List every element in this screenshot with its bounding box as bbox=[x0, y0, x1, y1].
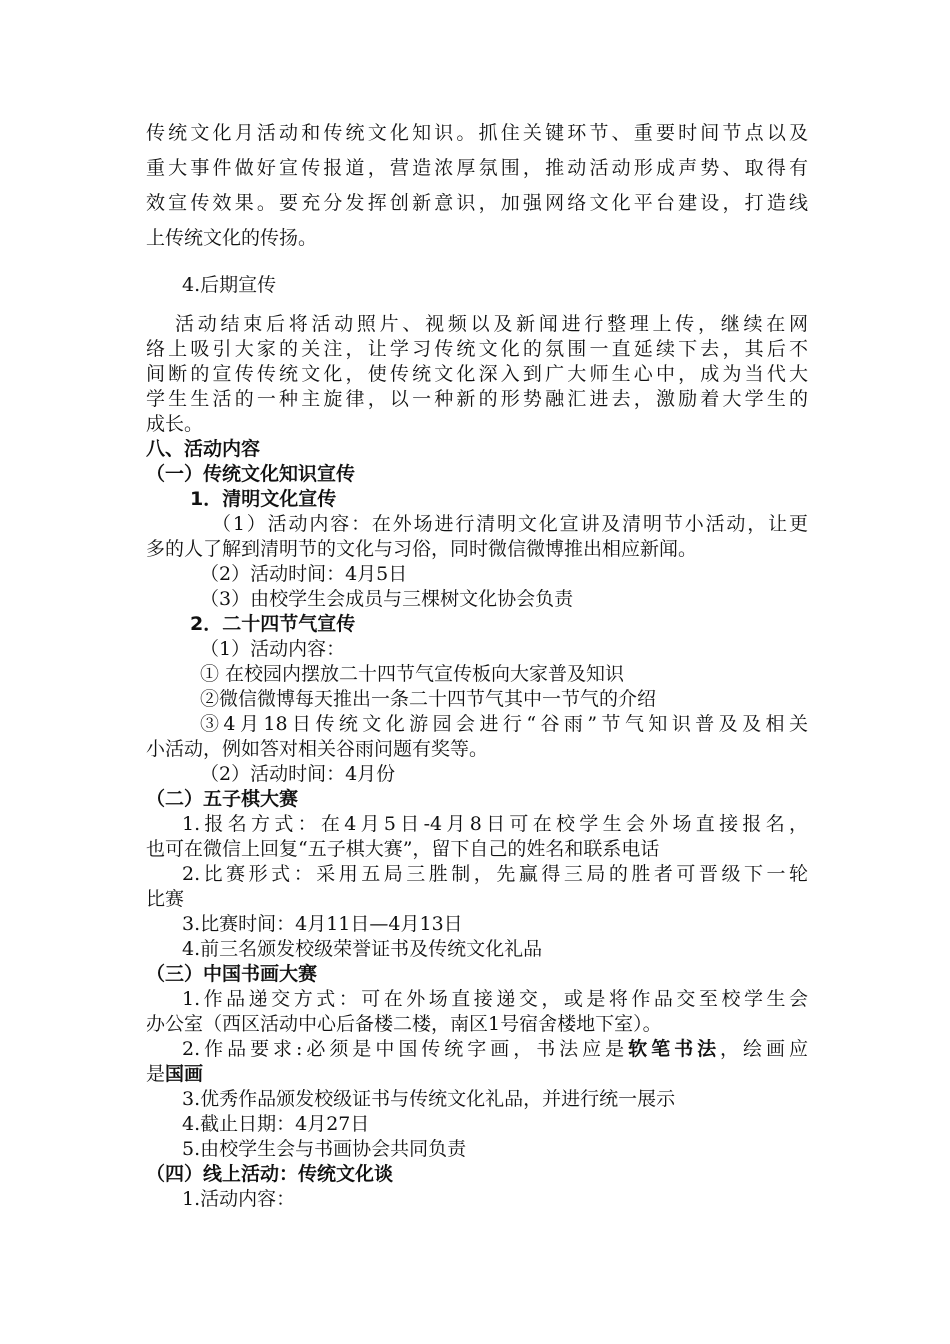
post-promo-line-4: 学生生活的一种主旋律，以一种新的形势融汇进去，激励着大学生的 bbox=[146, 388, 808, 410]
promo-line-3: 效宣传效果。要充分发挥创新意识，加强网络文化平台建设，打造线 bbox=[146, 192, 808, 214]
section-8-title: 八、活动内容 bbox=[146, 438, 261, 460]
solar-terms-content-label: （1）活动内容： bbox=[200, 638, 346, 660]
qingming-time: （2）活动时间：4月5日 bbox=[200, 563, 408, 585]
qingming-content-line-1: （1）活动内容：在外场进行清明文化宣讲及清明节小活动，让更 bbox=[212, 513, 808, 535]
calligraphy-award: 3.优秀作品颁发校级证书与传统文化礼品，并进行统一展示 bbox=[182, 1088, 676, 1110]
subsection-4-title: （四）线上活动：传统文化谈 bbox=[146, 1163, 394, 1185]
post-promo-line-2: 络上吸引大家的关注，让学习传统文化的氛围一直延续下去，其后不 bbox=[146, 338, 808, 360]
gomoku-format-line-1: 2.比赛形式：采用五局三胜制，先赢得三局的胜者可晋级下一轮 bbox=[182, 863, 808, 885]
qingming-content-line-2: 多的人了解到清明节的文化与习俗，同时微信微博推出相应新闻。 bbox=[146, 538, 698, 560]
soft-brush-emphasis: 软笔书法 bbox=[628, 1038, 721, 1060]
solar-terms-title: 2．二十四节气宣传 bbox=[190, 613, 356, 635]
gomoku-time: 3.比赛时间：4月11日—4月13日 bbox=[182, 913, 463, 935]
qingming-owner: （3）由校学生会成员与三棵树文化协会负责 bbox=[200, 588, 574, 610]
subsection-3-title: （三）中国书画大赛 bbox=[146, 963, 318, 985]
solar-terms-time: （2）活动时间：4月份 bbox=[200, 763, 396, 785]
post-promo-line-3: 间断的宣传传统文化，使传统文化深入到广大师生心中，成为当代大 bbox=[146, 363, 808, 385]
promo-line-2: 重大事件做好宣传报道，营造浓厚氛围，推动活动形成声势、取得有 bbox=[146, 157, 808, 179]
guohua-emphasis: 国画 bbox=[165, 1063, 204, 1085]
calligraphy-requirement-line-1: 2.作品要求:必须是中国传统字画，书法应是软笔书法，绘画应 bbox=[182, 1038, 808, 1060]
gomoku-prize: 4.前三名颁发校级荣誉证书及传统文化礼品 bbox=[182, 938, 543, 960]
post-promo-line-1: 活动结束后将活动照片、视频以及新闻进行整理上传，继续在网 bbox=[175, 313, 808, 335]
promo-line-4: 上传统文化的传扬。 bbox=[146, 227, 318, 249]
calligraphy-requirement-line-2: 是国画 bbox=[146, 1063, 204, 1085]
gomoku-signup-line-1: 1.报名方式：在4月5日-4月8日可在校学生会外场直接报名， bbox=[182, 813, 808, 835]
gomoku-signup-line-2: 也可在微信上回复“五子棋大赛”，留下自己的姓名和联系电话 bbox=[146, 838, 660, 860]
solar-terms-item-1: ① 在校园内摆放二十四节气宣传板向大家普及知识 bbox=[200, 663, 625, 685]
post-promo-line-5: 成长。 bbox=[146, 413, 204, 435]
qingming-title: 1．清明文化宣传 bbox=[190, 488, 337, 510]
calligraphy-owner: 5.由校学生会与书画协会共同负责 bbox=[182, 1138, 467, 1160]
online-activity-content-label: 1.活动内容： bbox=[182, 1188, 296, 1210]
post-promo-heading: 4.后期宣传 bbox=[182, 274, 277, 296]
subsection-2-title: （二）五子棋大赛 bbox=[146, 788, 299, 810]
solar-terms-item-3-line-1: ③4月18日传统文化游园会进行“谷雨”节气知识普及及相关 bbox=[200, 713, 808, 735]
solar-terms-item-2: ②微信微博每天推出一条二十四节气其中一节气的介绍 bbox=[200, 688, 657, 710]
subsection-1-title: （一）传统文化知识宣传 bbox=[146, 463, 356, 485]
calligraphy-submit-line-2: 办公室（西区活动中心后备楼二楼，南区1号宿舍楼地下室）。 bbox=[146, 1013, 662, 1035]
solar-terms-item-3-line-2: 小活动，例如答对相关谷雨问题有奖等。 bbox=[146, 738, 489, 760]
gomoku-format-line-2: 比赛 bbox=[146, 888, 185, 910]
calligraphy-deadline: 4.截止日期：4月27日 bbox=[182, 1113, 370, 1135]
promo-line-1: 传统文化月活动和传统文化知识。抓住关键环节、重要时间节点以及 bbox=[146, 122, 808, 144]
calligraphy-submit-line-1: 1.作品递交方式：可在外场直接递交，或是将作品交至校学生会 bbox=[182, 988, 808, 1010]
